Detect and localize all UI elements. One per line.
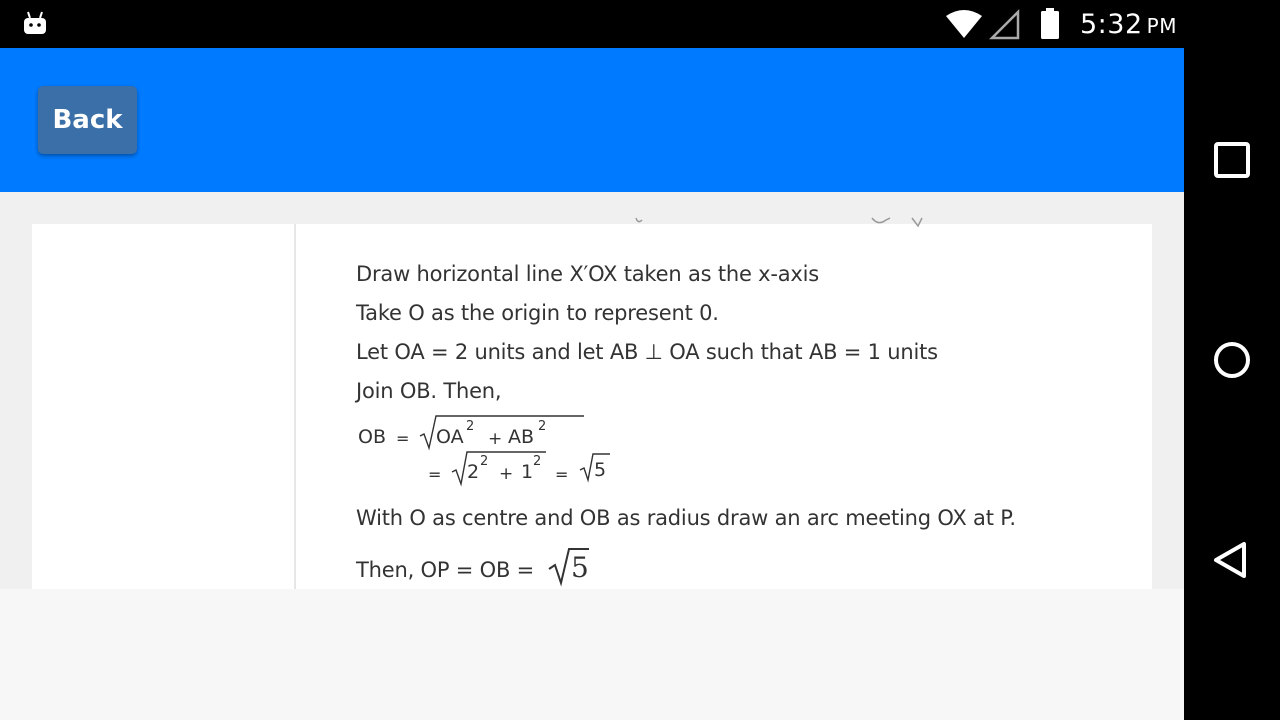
eq-equals-3: = [555, 465, 569, 484]
eq-term-oa: OA [436, 426, 464, 448]
step-line-3: Let OA = 2 units and let AB ⊥ OA such that AB = 1 units [356, 340, 938, 364]
eq-equals-1: = [396, 429, 410, 448]
step-line-5: With O as centre and OB as radius draw an arc meeting OX at P. [356, 506, 1016, 530]
clock-time: 5:32 [1080, 9, 1143, 40]
step-line-1: Draw horizontal line X′OX taken as the x-axis [356, 262, 820, 286]
final-sqrt-5 [547, 545, 591, 585]
navigation-bar [1184, 0, 1280, 720]
back-button[interactable]: Back [38, 86, 137, 154]
eq-num-2: 2 [467, 461, 480, 483]
eq-sqrt-5 [578, 452, 612, 482]
solution-card [32, 224, 1152, 589]
eq-radicand: 5 [594, 459, 607, 481]
final-radicand: 5 [570, 551, 589, 584]
back-triangle-icon[interactable] [1208, 536, 1256, 584]
eq-power-4: 2 [533, 454, 542, 469]
step-line-6 [356, 551, 591, 591]
eq-power-3: 2 [480, 454, 489, 469]
clipped-math-remnant [622, 218, 922, 230]
eq-plus-1: + [488, 429, 503, 449]
ob-equation [356, 412, 569, 486]
signal-icon [990, 10, 1020, 40]
eq-equals-2: = [428, 465, 442, 484]
eq-num-1: 1 [521, 461, 534, 483]
app-header [0, 48, 1184, 192]
eq-power-2: 2 [538, 419, 547, 434]
status-bar [0, 0, 1184, 48]
column-divider [294, 224, 296, 589]
eq-term-ab: AB [508, 426, 535, 448]
home-circle-icon[interactable] [1208, 336, 1256, 384]
final-statement: Then, OP = OB = [356, 558, 541, 582]
android-icon [22, 10, 48, 36]
wifi-icon [944, 10, 984, 40]
eq-plus-2: + [499, 464, 514, 484]
step-line-2: Take O as the origin to represent 0. [356, 301, 719, 325]
recents-square-icon[interactable] [1208, 136, 1256, 184]
step-line-4: Join OB. Then, [356, 379, 502, 403]
clock-ampm: PM [1146, 14, 1177, 38]
eq-lhs: OB [358, 426, 386, 448]
battery-icon [1038, 8, 1062, 40]
eq-power-1: 2 [466, 419, 475, 434]
content-lower-area [0, 589, 1184, 720]
status-clock [1080, 9, 1177, 40]
